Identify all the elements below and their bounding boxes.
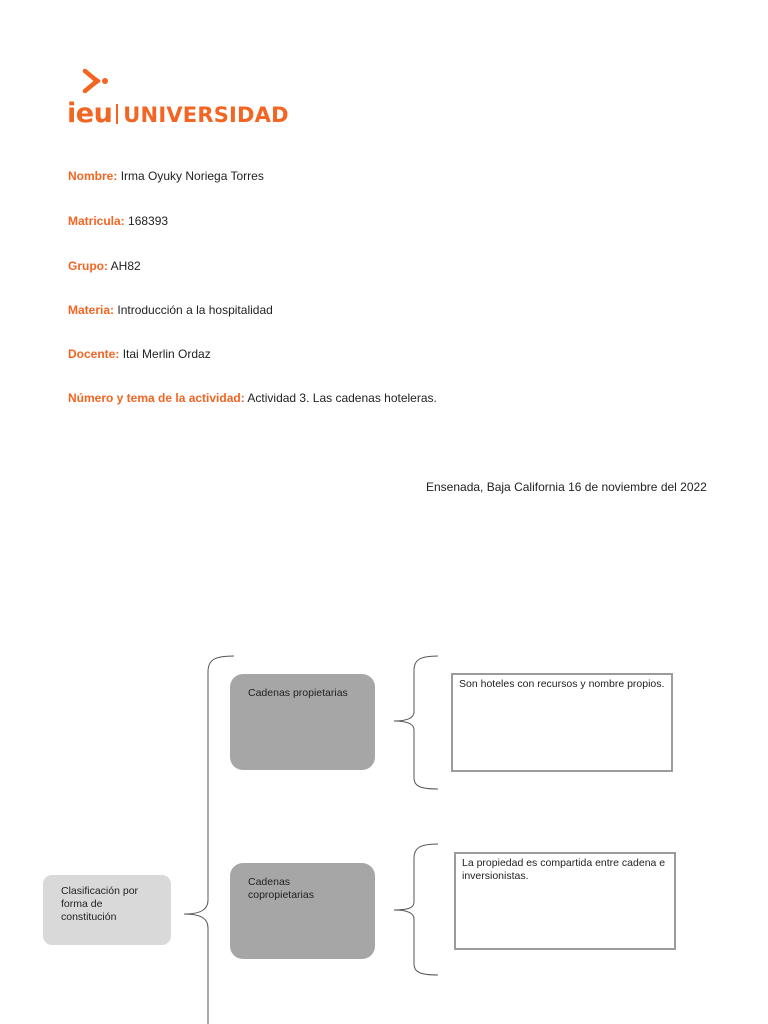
category-title: Cadenas propietarias (248, 687, 348, 699)
field-label: Docente: (68, 347, 120, 361)
description-text: Son hoteles con recursos y nombre propios. (459, 678, 665, 690)
field-label: Grupo: (68, 259, 108, 273)
brace-copropietarias (394, 844, 438, 975)
main-brace (184, 656, 234, 1024)
root-node (43, 875, 171, 945)
field-value: Introducción a la hospitalidad (117, 303, 273, 317)
description-box (451, 673, 673, 772)
description-box (454, 852, 676, 950)
field-value: AH82 (110, 259, 141, 273)
field-label: Materia: (68, 303, 115, 317)
field-label: Número y tema de la actividad: (68, 391, 245, 405)
logo-brand-name: UNIVERSIDAD (123, 103, 289, 127)
category-node (230, 863, 375, 959)
place-date: Ensenada, Baja California 16 de noviembre del 2022 (426, 480, 707, 494)
category-title: Cadenas copropietarias (248, 876, 314, 901)
field-value: Irma Oyuky Noriega Torres (120, 169, 264, 183)
field-value: 168393 (128, 214, 169, 228)
logo-brand-short: ieu (67, 98, 113, 129)
category-node (230, 674, 375, 770)
field-label: Matricula: (68, 214, 125, 228)
field-value: Itai Merlin Ordaz (122, 347, 211, 361)
field-value: Actividad 3. Las cadenas hoteleras. (247, 391, 437, 405)
field-label: Nombre: (68, 169, 118, 183)
root-node-label: Clasificación por forma de constitución (61, 885, 139, 923)
brace-propietarias (394, 656, 438, 789)
description-text: La propiedad es compartida entre cadena e inversionistas. (462, 857, 666, 882)
